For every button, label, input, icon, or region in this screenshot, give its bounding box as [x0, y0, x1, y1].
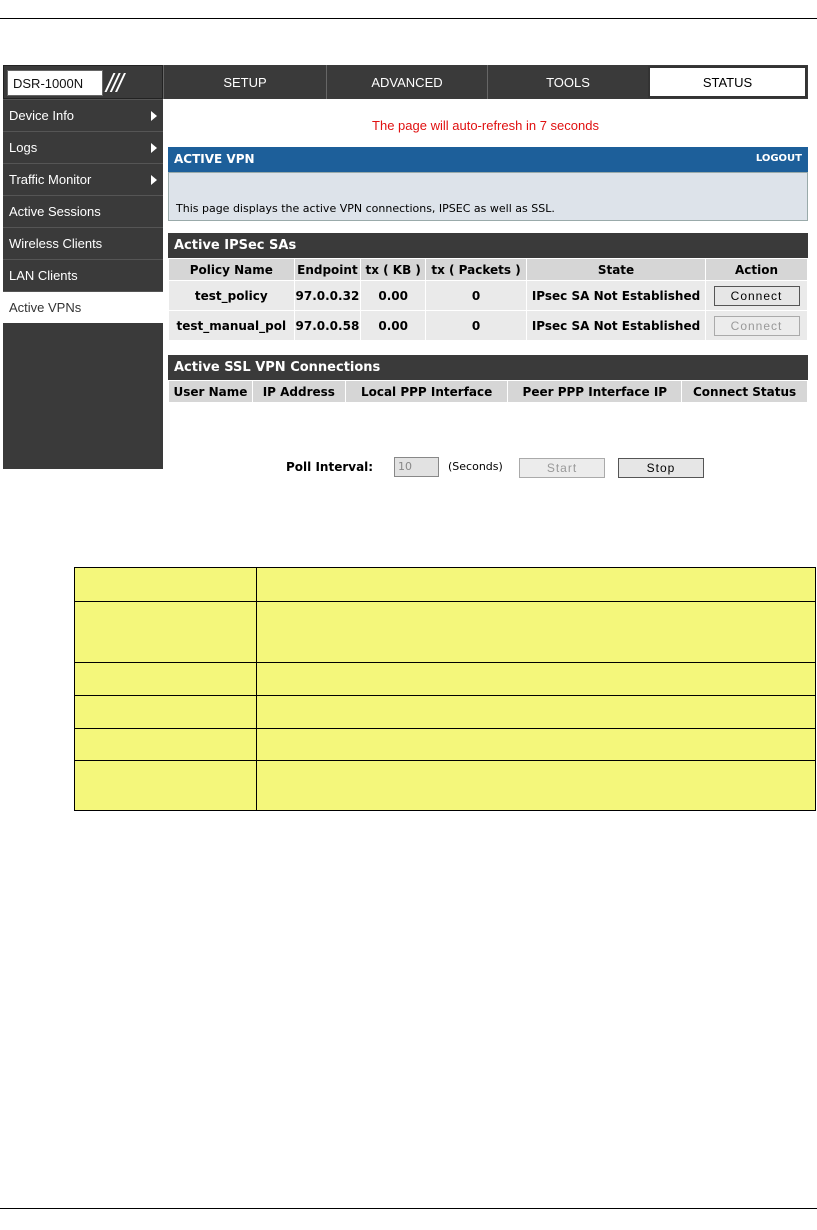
- sidebar-item-label: Wireless Clients: [9, 236, 103, 251]
- sidebar-item-label: Active Sessions: [9, 204, 101, 219]
- page-title: ACTIVE VPN: [174, 152, 255, 166]
- field-description-table: [74, 567, 816, 811]
- tx-packets-cell: 0: [426, 311, 527, 341]
- endpoint-cell: 97.0.0.58: [294, 311, 361, 341]
- column-header: Action: [706, 259, 808, 281]
- sidebar-item-label: LAN Clients: [9, 268, 78, 283]
- tab-advanced[interactable]: ADVANCED: [326, 65, 487, 99]
- policy-name-cell: test_policy: [169, 281, 295, 311]
- ssl-section-title: Active SSL VPN Connections: [174, 360, 381, 375]
- page-description: This page displays the active VPN connections, IPSEC as well as SSL.: [176, 202, 555, 215]
- tab-status[interactable]: STATUS: [648, 66, 807, 98]
- sidebar-item-label: Traffic Monitor: [9, 172, 92, 187]
- column-header: Local PPP Interface: [345, 381, 508, 403]
- sidebar-item-lan-clients[interactable]: [3, 259, 163, 291]
- state-cell: IPsec SA Not Established: [526, 281, 705, 311]
- table-row: [169, 311, 808, 341]
- table-row: [75, 761, 816, 811]
- logout-link[interactable]: LOGOUT: [755, 153, 802, 164]
- column-header: tx ( KB ): [361, 259, 426, 281]
- tx-packets-cell: 0: [426, 281, 527, 311]
- brand-block: [3, 65, 163, 99]
- table-row: [75, 602, 816, 663]
- column-header: Connect Status: [682, 381, 808, 403]
- ipsec-section-header: [168, 233, 808, 258]
- active-vpn-header: [168, 147, 808, 172]
- endpoint-cell: 97.0.0.32: [294, 281, 361, 311]
- poll-interval-input[interactable]: 10: [394, 457, 439, 477]
- table-row: [75, 696, 816, 729]
- stop-button[interactable]: Stop: [618, 458, 704, 478]
- column-header: IP Address: [252, 381, 345, 403]
- ssl-table: [168, 380, 808, 403]
- brand-logo-box: [7, 70, 103, 96]
- sidebar-item-label: Active VPNs: [9, 300, 82, 315]
- table-header-row: [169, 259, 808, 281]
- column-header: State: [526, 259, 705, 281]
- sidebar-item-label: Logs: [9, 140, 38, 155]
- chevron-right-icon: [151, 175, 157, 185]
- column-header: tx ( Packets ): [426, 259, 527, 281]
- router-ui-screenshot: [3, 65, 808, 475]
- tab-tools[interactable]: TOOLS: [487, 65, 648, 99]
- ipsec-table: [168, 258, 808, 341]
- sidebar-item-traffic-monitor[interactable]: [3, 163, 163, 195]
- table-header-row: [169, 381, 808, 403]
- page-top-rule: [0, 18, 817, 19]
- poll-unit-label: (Seconds): [448, 460, 503, 473]
- brand-model-label: DSR-1000N: [13, 76, 84, 91]
- sidebar-item-active-vpns[interactable]: [3, 291, 163, 323]
- table-row: [75, 663, 816, 696]
- auto-refresh-notice: The page will auto-refresh in 7 seconds: [372, 118, 599, 133]
- tx-kb-cell: 0.00: [361, 311, 426, 341]
- sidebar-item-device-info[interactable]: [3, 99, 163, 131]
- chevron-right-icon: [151, 143, 157, 153]
- start-button[interactable]: Start: [519, 458, 605, 478]
- tx-kb-cell: 0.00: [361, 281, 426, 311]
- column-header: User Name: [169, 381, 253, 403]
- sidebar-item-logs[interactable]: [3, 131, 163, 163]
- ipsec-section-title: Active IPSec SAs: [174, 238, 297, 253]
- connect-button[interactable]: Connect: [714, 286, 800, 306]
- table-row: [75, 729, 816, 761]
- policy-name-cell: test_manual_pol: [169, 311, 295, 341]
- column-header: Endpoint: [294, 259, 361, 281]
- table-row: [169, 281, 808, 311]
- sidebar-item-wireless-clients[interactable]: [3, 227, 163, 259]
- state-cell: IPsec SA Not Established: [526, 311, 705, 341]
- main-content: [163, 99, 808, 475]
- tab-setup[interactable]: SETUP: [163, 65, 326, 99]
- chevron-right-icon: [151, 111, 157, 121]
- column-header: Peer PPP Interface IP: [508, 381, 682, 403]
- sidebar-item-active-sessions[interactable]: [3, 195, 163, 227]
- sidebar-item-label: Device Info: [9, 108, 75, 123]
- action-cell: [706, 311, 808, 341]
- poll-interval-label: Poll Interval:: [286, 460, 374, 474]
- table-row: [75, 568, 816, 602]
- ssl-section-header: [168, 355, 808, 380]
- description-panel: [168, 172, 808, 221]
- column-header: Policy Name: [169, 259, 295, 281]
- action-cell: [706, 281, 808, 311]
- page-bottom-rule: [0, 1208, 817, 1209]
- sidebar: [3, 99, 163, 469]
- connect-button-disabled[interactable]: Connect: [714, 316, 800, 336]
- top-navigation-bar: [3, 65, 808, 99]
- brand-slashes: ///: [106, 68, 122, 98]
